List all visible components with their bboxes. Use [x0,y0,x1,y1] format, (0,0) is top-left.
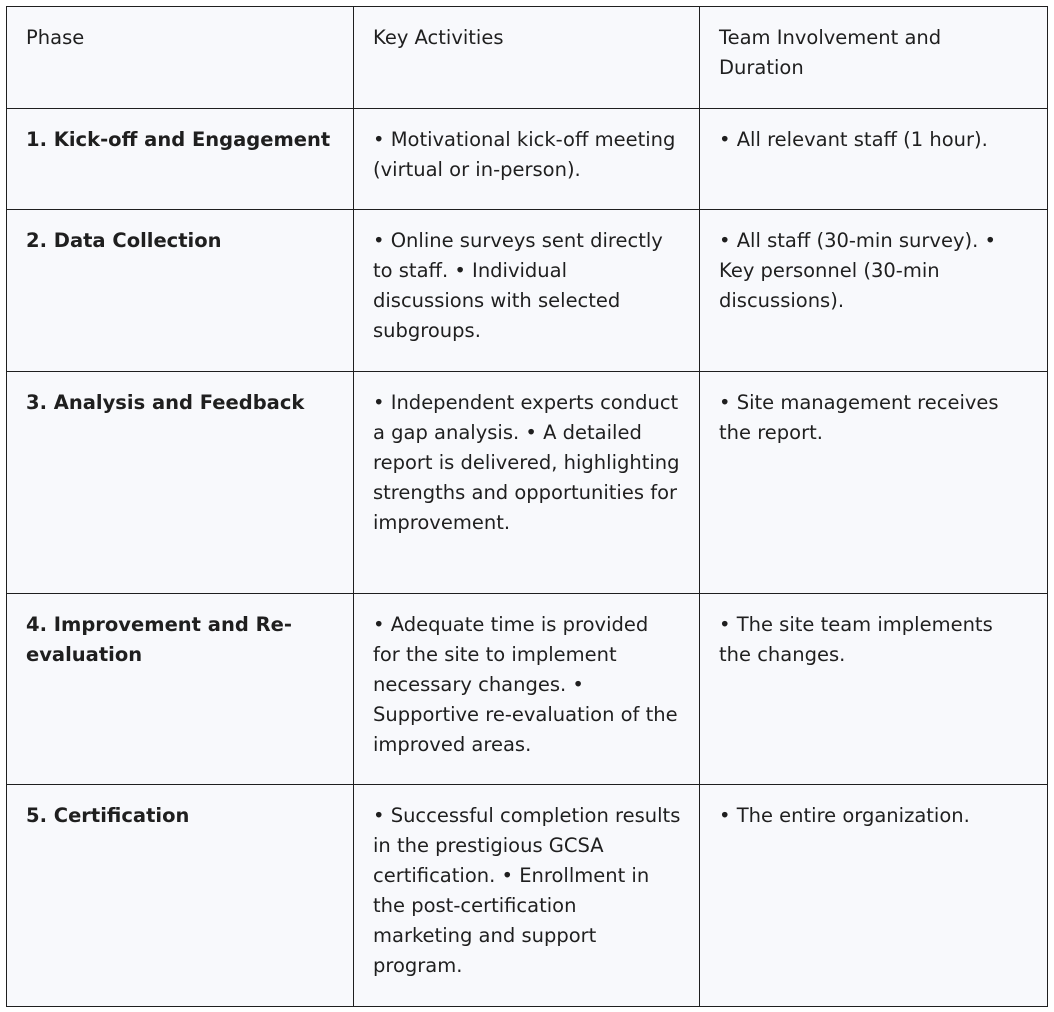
activities-cell: • Successful completion results in the prestigious GCSA certification. • Enrollment in the post-certification marketing and support program. [354,785,700,1007]
involvement-cell: • The site team implements the changes. [700,594,1048,785]
phase-cell: 4. Improvement and Re-evaluation [7,594,354,785]
table-header-row [7,7,1048,109]
phases-table [6,6,1048,1007]
table-row [7,785,1048,1007]
header-team-involvement: Team Involvement and Duration [700,7,1048,109]
involvement-cell: • The entire organization. [700,785,1048,1007]
header-phase: Phase [7,7,354,109]
phase-cell: 5. Certification [7,785,354,1007]
table-row [7,594,1048,785]
phase-cell: 2. Data Collection [7,210,354,372]
activities-cell: • Independent experts conduct a gap analysis. • A detailed report is delivered, highlighting strengths and opportunities for improvement. [354,372,700,594]
table-row [7,109,1048,210]
activities-cell: • Motivational kick-off meeting (virtual or in-person). [354,109,700,210]
involvement-cell: • All staff (30-min survey). • Key personnel (30-min discussions). [700,210,1048,372]
activities-cell: • Online surveys sent directly to staff. • Individual discussions with selected subgroups. [354,210,700,372]
involvement-cell: • All relevant staff (1 hour). [700,109,1048,210]
phases-table-container [6,6,1047,1007]
phase-cell: 1. Kick-off and Engagement [7,109,354,210]
activities-cell: • Adequate time is provided for the site to implement necessary changes. • Supportive re-evaluation of the improved areas. [354,594,700,785]
phase-cell: 3. Analysis and Feedback [7,372,354,594]
header-key-activities: Key Activities [354,7,700,109]
table-row [7,372,1048,594]
involvement-cell: • Site management receives the report. [700,372,1048,594]
table-row [7,210,1048,372]
